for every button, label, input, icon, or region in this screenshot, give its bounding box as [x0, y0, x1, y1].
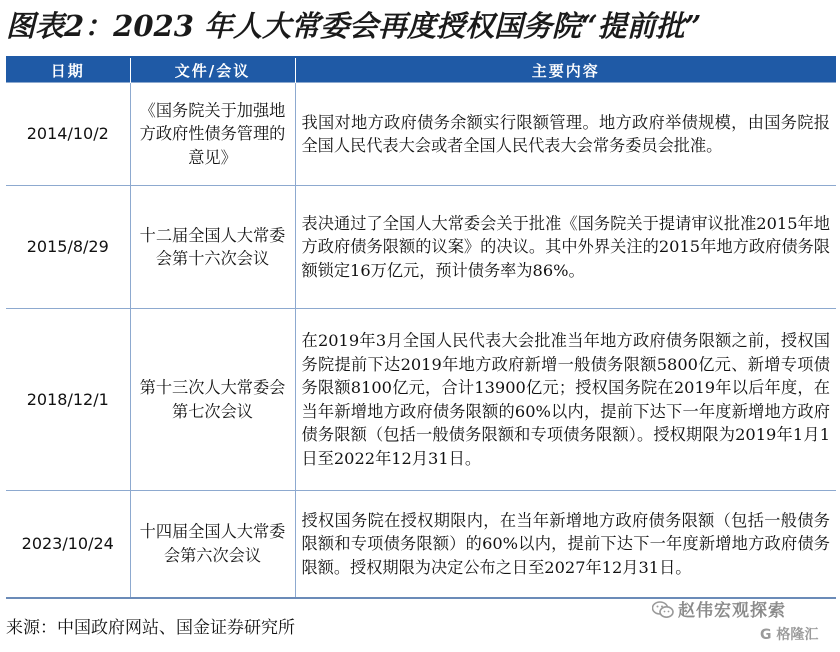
header-document: 文件/会议	[130, 57, 295, 83]
row-content: 我国对地方政府债务余额实行限额管理。地方政府举债规模，由国务院报全国人民代表大会或者全国人民代表大会常务委员会批准。	[295, 83, 836, 186]
row-document: 第十三次人大常委会第七次会议	[130, 309, 295, 491]
header-content: 主要内容	[295, 57, 836, 83]
watermark	[652, 596, 786, 624]
row-date: 2018/12/1	[6, 309, 130, 491]
row-document: 十四届全国人大常委会第六次会议	[130, 491, 295, 598]
row-content: 表决通过了全国人大常委会关于批准《国务院关于提请审议批准2015年地方政府债务限额的议案》的决议。其中外界关注的2015年地方政府债务限额锁定16万亿元，预计债务率为86%。	[295, 186, 836, 309]
row-content: 授权国务院在授权期限内，在当年新增地方政府债务限额（包括一般债务限额和专项债务限额）的60%以内，提前下达下一年度新增地方政府债务限额。授权期限为决定公布之日至2027年12月31日。	[295, 491, 836, 598]
page-title: 图表2：2023 年人大常委会再度授权国务院“提前批”	[6, 9, 702, 43]
table-row	[6, 309, 836, 491]
watermark-sub: G 格隆汇	[760, 627, 819, 643]
row-date: 2014/10/2	[6, 83, 130, 186]
row-content: 在2019年3月全国人民代表大会批准当年地方政府债务限额之前，授权国务院提前下达2019年地方政府新增一般债务限额5800亿元、新增专项债务限额8100亿元，合计13900亿元；授权国务院在2019年以后年度，在当年新增地方政府债务限额的60%以内，提前下达下一年度新增地方政府债务限额（包括一般债务限额和专项债务限额）。授权期限为2019年1月1日至2022年12月31日。	[295, 309, 836, 491]
wechat-icon	[652, 601, 674, 624]
table-row	[6, 83, 836, 186]
row-date: 2023/10/24	[6, 491, 130, 598]
table-row	[6, 491, 836, 598]
row-document: 《国务院关于加强地方政府性债务管理的意见》	[130, 83, 295, 186]
source-note: 来源：中国政府网站、国金证券研究所	[6, 618, 295, 638]
row-date: 2015/8/29	[6, 186, 130, 309]
watermark-text: 赵伟宏观探索	[678, 601, 786, 621]
row-document: 十二届全国人大常委会第十六次会议	[130, 186, 295, 309]
header-date: 日期	[6, 57, 130, 83]
table-row	[6, 186, 836, 309]
table-header-row	[6, 57, 836, 83]
policy-table	[6, 56, 836, 599]
